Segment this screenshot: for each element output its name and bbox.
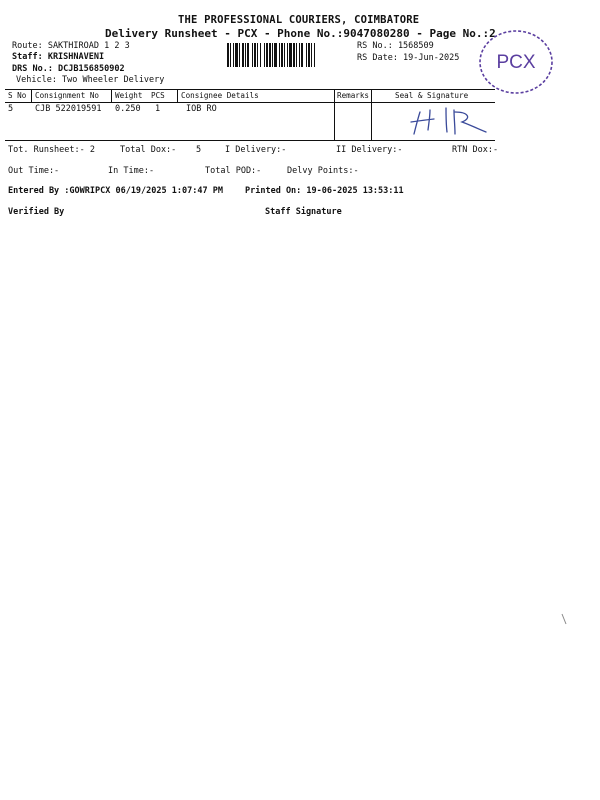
barcode — [226, 43, 354, 67]
in-time: In Time:- — [108, 166, 155, 176]
row-consignee: IOB RO — [186, 104, 217, 114]
out-time: Out Time:- — [8, 166, 60, 176]
rtn-dox: RTN Dox:- — [452, 145, 499, 155]
entered-by: Entered By :GOWRIPCX 06/19/2025 1:07:47 PM — [8, 186, 223, 196]
tot-runsheet: Tot. Runsheet:- 2 — [8, 145, 95, 155]
header-consignment: Consignment No — [35, 91, 100, 100]
company-name: THE PROFESSIONAL COURIERS, COIMBATORE — [178, 14, 420, 26]
header-sno: S No — [8, 91, 27, 100]
col-divider — [177, 89, 178, 102]
route-label: Route: SAKTHIROAD 1 2 3 — [12, 41, 130, 51]
rs-number: RS No.: 1568509 — [357, 41, 434, 51]
ii-delivery: II Delivery:- — [336, 145, 403, 155]
header-weight: Weight — [115, 91, 143, 100]
header-pcs: PCS — [151, 91, 165, 100]
verified-by: Verified By — [8, 207, 65, 217]
drs-number: DRS No.: DCJB156850902 — [12, 64, 125, 74]
pcx-stamp — [476, 26, 556, 98]
header-consignee: Consignee Details — [181, 91, 259, 100]
col-divider — [334, 89, 335, 140]
row-sno: 5 — [8, 104, 14, 114]
delvy-points: Delvy Points:- — [287, 166, 359, 176]
row-weight: 0.250 — [115, 104, 141, 114]
staff-signature: Staff Signature — [265, 207, 342, 217]
i-delivery: I Delivery:- — [225, 145, 287, 155]
col-divider — [31, 89, 32, 102]
stamp-text: PCX — [496, 52, 536, 73]
vehicle-label: Vehicle: Two Wheeler Delivery — [16, 75, 165, 85]
handwritten-signature — [408, 106, 490, 140]
row-pcs: 1 — [155, 104, 161, 114]
col-divider — [111, 89, 112, 102]
row-consignment: CJB 522019591 — [35, 104, 102, 114]
table-bottom-border — [5, 140, 495, 141]
total-pod: Total POD:- — [205, 166, 262, 176]
rs-date: RS Date: 19-Jun-2025 — [357, 53, 460, 63]
runsheet-title: Delivery Runsheet - PCX - Phone No.:9047080280 - Page No.:2 — [105, 27, 496, 40]
col-divider — [371, 89, 372, 140]
header-remarks: Remarks — [337, 91, 370, 100]
table-header-divider — [5, 102, 495, 103]
total-dox-value: 5 — [196, 145, 202, 155]
pen-mark — [560, 612, 572, 626]
table-top-border — [5, 89, 495, 90]
total-dox-label: Total Dox:- — [120, 145, 177, 155]
header-seal: Seal & Signature — [395, 91, 469, 100]
staff-label: Staff: KRISHNAVENI — [12, 52, 105, 62]
printed-on: Printed On: 19-06-2025 13:53:11 — [245, 186, 404, 196]
